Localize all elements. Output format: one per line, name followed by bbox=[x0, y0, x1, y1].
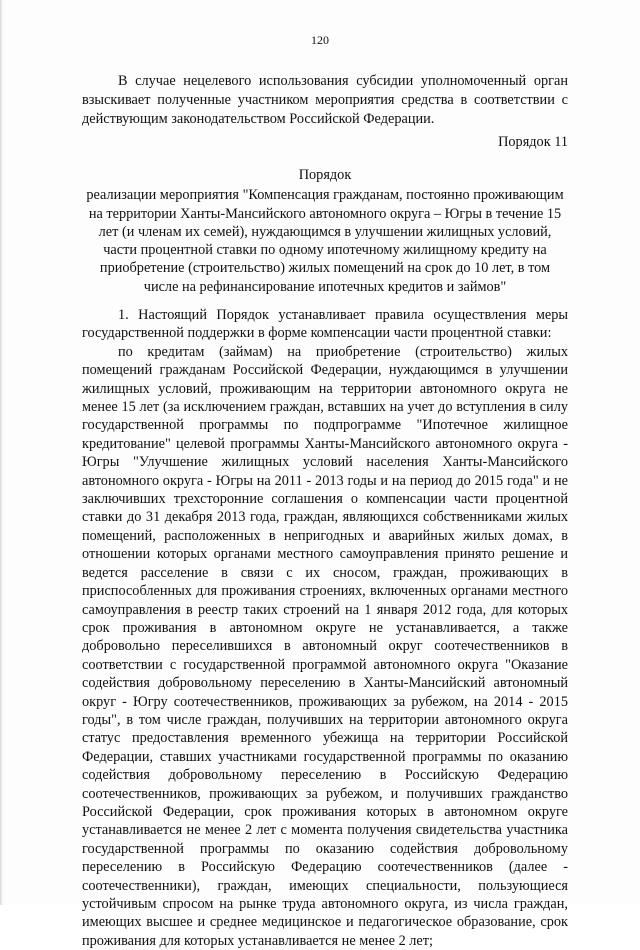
page-scan-edge bbox=[0, 0, 3, 905]
document-title bbox=[82, 166, 568, 296]
body-paragraph-2: по кредитам (займам) на приобретение (строительство) жилых помещений гражданам Российской Федерации, нуждающимся в улучшении жилищных условий, проживающим на территории автономного округа не менее 15 лет (за исключением граждан, вставших на учет до вступления в силу государственной программы по подпрограмме "Ипотечное жилищное кредитование" целевой программы Ханты-Мансийского автономного округа - Югры "Улучшение жилищных условий населения Ханты-Мансийского автономного округа - Югры на 2011 - 2013 годы и на период до 2015 года" и не заключивших трехсторонние соглашения о компенсации части процентной ставки до 31 декабря 2013 года, граждан, являющихся собственниками жилых помещений, расположенных в непригодных и аварийных жилых домах, в отношении которых органами местного самоуправления принято решение и ведется расселение в связи с их сносом, граждан, проживающих в приспособленных для проживания строениях, включенных органами местного самоуправления в реестр таких строений на 1 января 2012 года, для которых срок проживания в автономном округе не устанавливается, а также добровольно переселившихся в автономный округ соотечественников в соответствии с государственной программой автономного округа "Оказание содействия добровольному переселению в Ханты-Мансийский автономный округ - Югру соотечественников, проживающих за рубежом, на 2014 - 2015 годы", в том числе граждан, получивших на территории автономного округа статус предоставления временного убежища на территории Российской Федерации, ставших участниками государственной программы по оказанию содействия добровольному переселению в Российскую Федерацию соотечественников, проживающих за рубежом, и получивших гражданство Российской Федерации, срок проживания которых в автономном округе устанавливается не менее 2 лет с момента получения свидетельства участника государственной программы по оказанию содействия добровольному переселению в Российскую Федерацию соотечественников (далее - соотечественники), граждан, имеющих специальности, пользующиеся устойчивым спросом на рынке труда автономного округа, из числа граждан, имеющих высшее и среднее медицинское и педагогическое образование, срок проживания для которых устанавливается не менее 2 лет; bbox=[82, 343, 568, 949]
title-subtitle: реализации мероприятия "Компенсация гражданам, постоянно проживающим на территории Ханты-Мансийского автономного округа – Югры в течение 15 лет (и членам их семей), нуждающимся в улучшении жилищных условий, части процентной ставки по одному ипотечному жилищному кредиту на приобретение (строительство) жилых помещений на срок до 10 лет, в том числе на рефинансирование ипотечных кредитов и займов" bbox=[86, 187, 564, 295]
document-body bbox=[82, 306, 568, 950]
intro-paragraph: В случае нецелевого использования субсидии уполномоченный орган взыскивает полученные участником мероприятия средства в соответствии с действующим законодательством Российской Федерации. bbox=[82, 73, 568, 127]
body-paragraph-1: 1. Настоящий Порядок устанавливает правила осуществления меры государственной поддержки в форме компенсации части процентной ставки: bbox=[82, 307, 568, 342]
title-heading: Порядок bbox=[298, 167, 352, 183]
page-number: 120 bbox=[311, 33, 329, 47]
order-label: Порядок 11 bbox=[498, 134, 568, 150]
